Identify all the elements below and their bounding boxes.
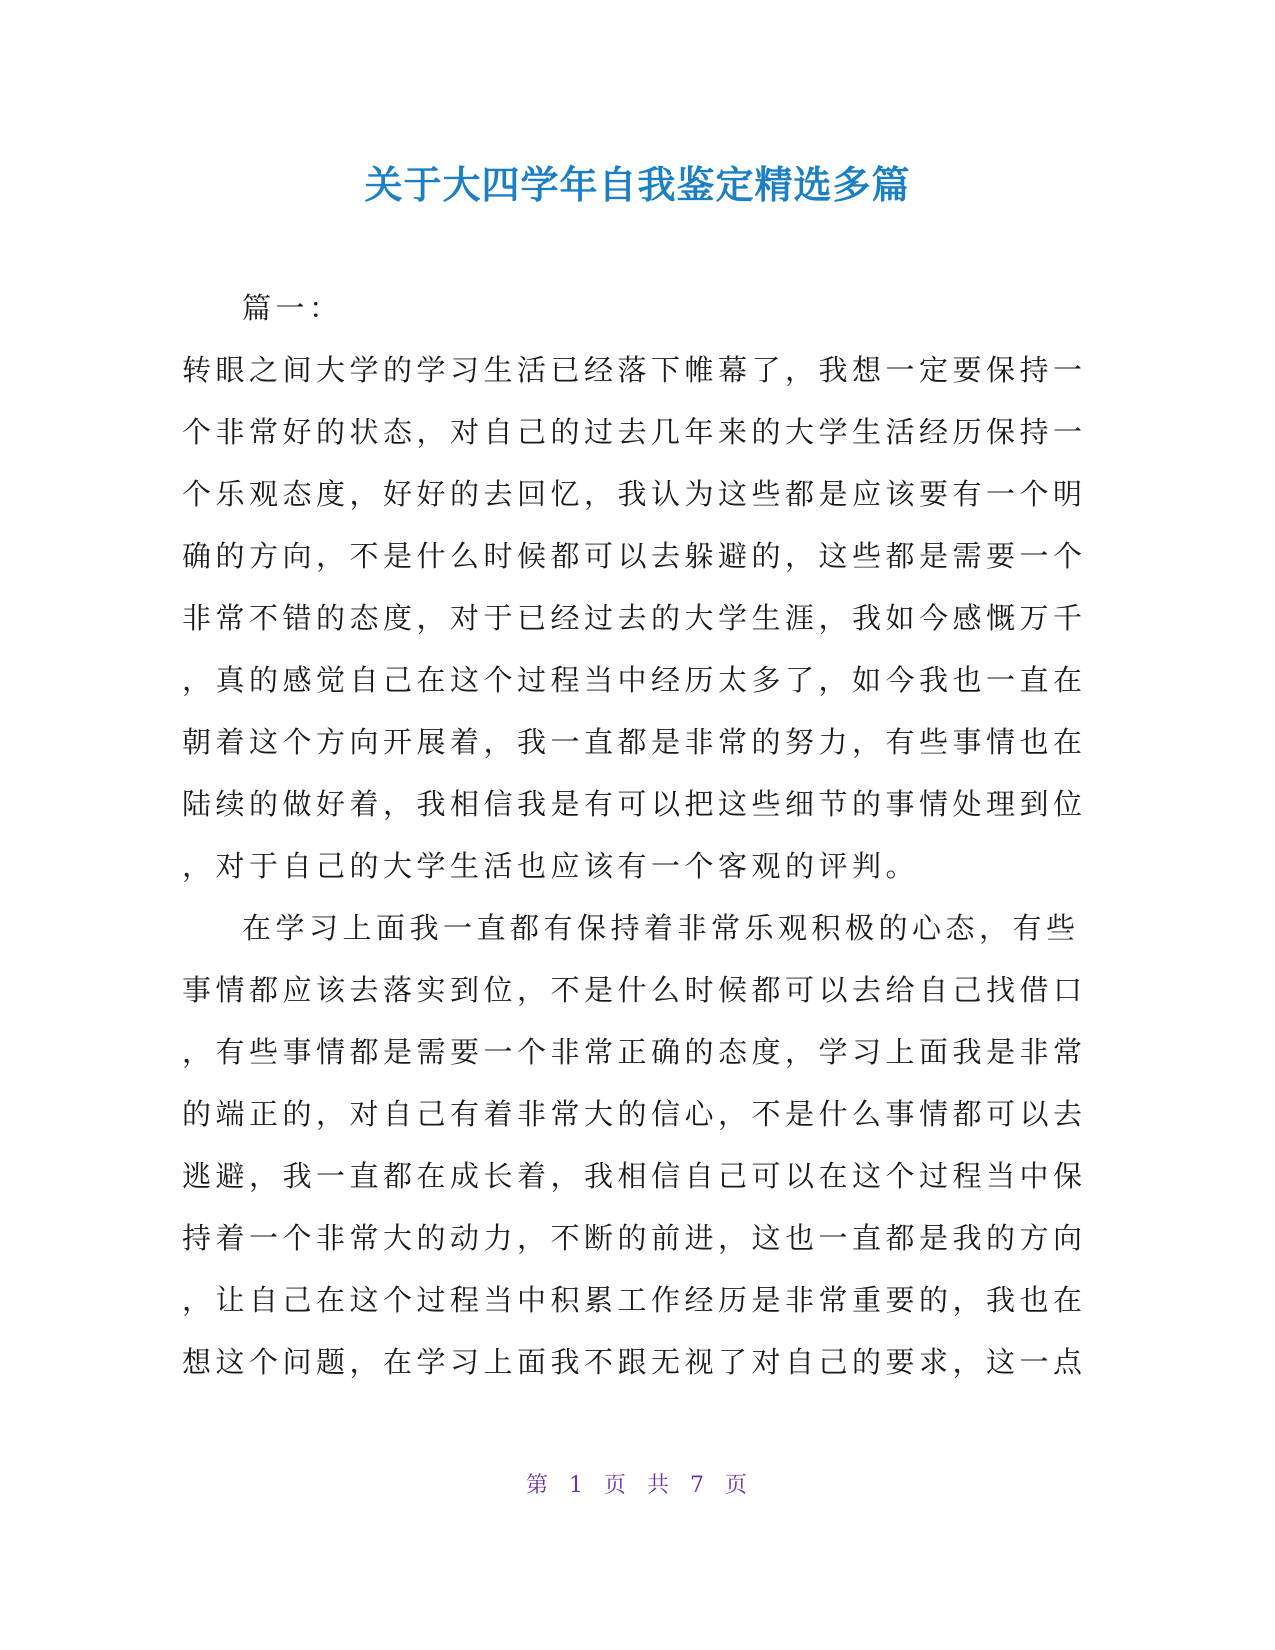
paragraph-line: 在学习上面我一直都有保持着非常乐观积极的心态，有些 — [242, 911, 1080, 945]
paragraph-line: 的端正的，对自己有着非常大的信心，不是什么事情都可以去 — [182, 1097, 1087, 1131]
paragraph-line: 逃避，我一直都在成长着，我相信自己可以在这个过程当中保 — [182, 1159, 1087, 1193]
paragraph-line: 个乐观态度，好好的去回忆，我认为这些都是应该要有一个明 — [182, 477, 1087, 511]
paragraph-line: ，对于自己的大学生活也应该有一个客观的评判。 — [182, 849, 920, 883]
paragraph-line: 陆续的做好着，我相信我是有可以把这些细节的事情处理到位 — [182, 787, 1087, 821]
paragraph-line: ，有些事情都是需要一个非常正确的态度，学习上面我是非常 — [182, 1035, 1087, 1069]
document-title: 关于大四学年自我鉴定精选多篇 — [364, 163, 911, 207]
paragraph-line: 事情都应该去落实到位，不是什么时候都可以去给自己找借口 — [182, 973, 1087, 1007]
paragraph-line: 转眼之间大学的学习生活已经落下帷幕了，我想一定要保持一 — [182, 353, 1087, 387]
page-number-footer: 第 1 页 共 7 页 — [526, 1473, 749, 1498]
paragraph-line: 确的方向，不是什么时候都可以去躲避的，这些都是需要一个 — [182, 539, 1087, 573]
paragraph-line: ，让自己在这个过程当中积累工作经历是非常重要的，我也在 — [182, 1283, 1087, 1317]
paragraph-line: 朝着这个方向开展着，我一直都是非常的努力，有些事情也在 — [182, 725, 1087, 759]
paragraph-line: 想这个问题，在学习上面我不跟无视了对自己的要求，这一点 — [182, 1345, 1087, 1379]
paragraph-line: ，真的感觉自己在这个过程当中经历太多了，如今我也一直在 — [182, 663, 1087, 697]
paragraph-line: 持着一个非常大的动力，不断的前进，这也一直都是我的方向 — [182, 1221, 1087, 1255]
paragraph-line: 非常不错的态度，对于已经过去的大学生涯，我如今感慨万千 — [182, 601, 1087, 635]
paragraph-line: 个非常好的状态，对自己的过去几年来的大学生活经历保持一 — [182, 415, 1087, 449]
section-heading: 篇一： — [242, 291, 343, 325]
